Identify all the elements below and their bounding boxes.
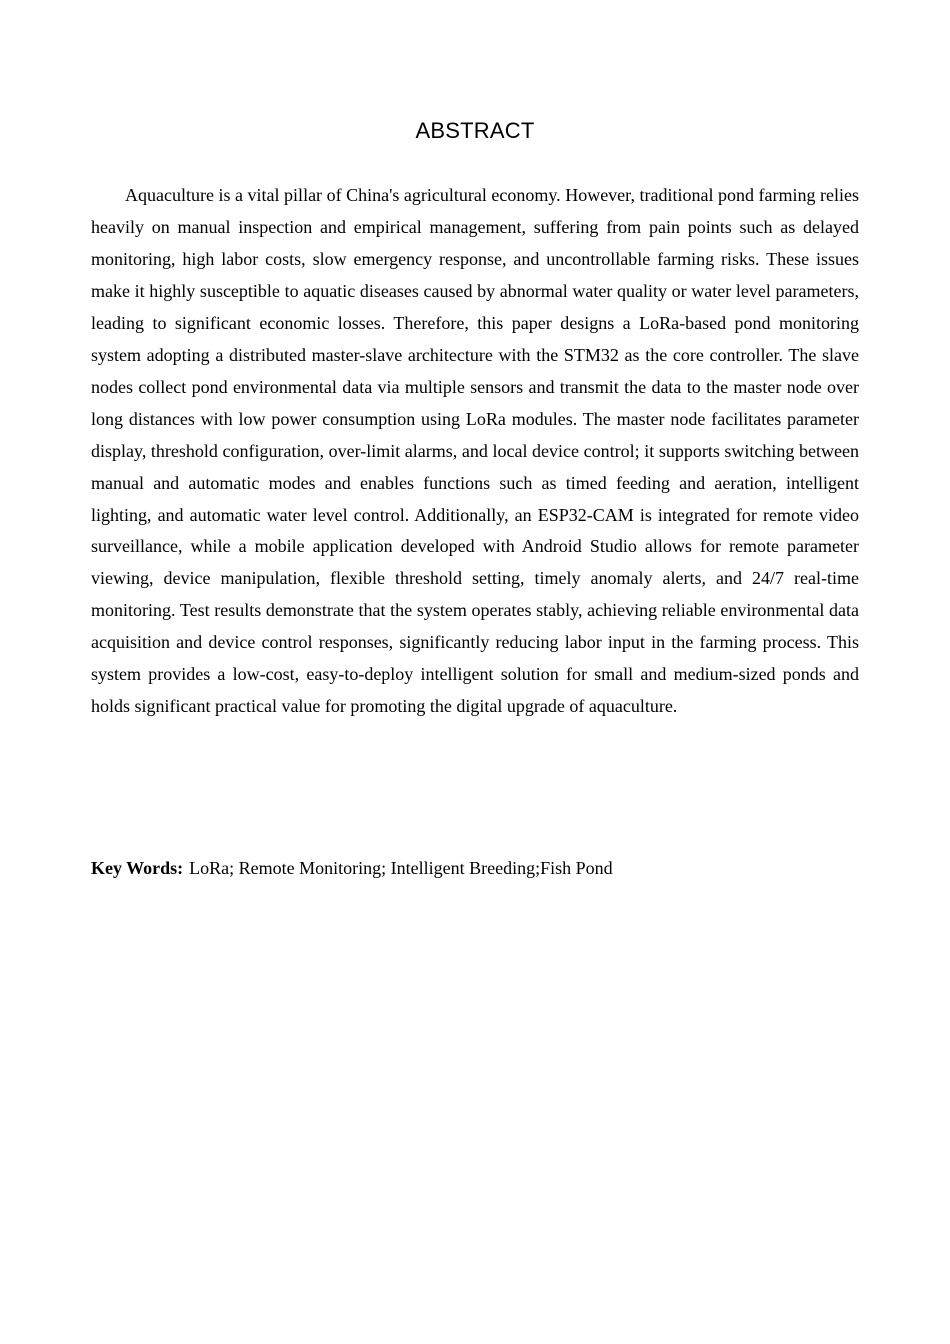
abstract-heading: ABSTRACT bbox=[415, 118, 535, 143]
keywords-label: Key Words: bbox=[91, 858, 184, 878]
keywords-line bbox=[91, 853, 859, 883]
abstract-body: Aquaculture is a vital pillar of China's agricultural economy. However, traditional pond farming relies heavily on manual inspection and empirical management, suffering from pain points such as delayed monitoring, high labor costs, slow emergency response, and uncontrollable farming risks. These issues make it highly susceptible to aquatic diseases caused by abnormal water quality or water level parameters, leading to significant economic losses. Therefore, this paper designs a LoRa-based pond monitoring system adopting a distributed master-slave architecture with the STM32 as the core controller. The slave nodes collect pond environmental data via multiple sensors and transmit the data to the master node over long distances with low power consumption using LoRa modules. The master node facilitates parameter display, threshold configuration, over-limit alarms, and local device control; it supports switching between manual and automatic modes and enables functions such as timed feeding and aeration, intelligent lighting, and automatic water level control. Additionally, an ESP32-CAM is integrated for remote video surveillance, while a mobile application developed with Android Studio allows for remote parameter viewing, device manipulation, flexible threshold setting, timely anomaly alerts, and 24/7 real-time monitoring. Test results demonstrate that the system operates stably, achieving reliable environmental data acquisition and device control responses, significantly reducing labor input in the farming process. This system provides a low-cost, easy-to-deploy intelligent solution for small and medium-sized ponds and holds significant practical value for promoting the digital upgrade of aquaculture. bbox=[91, 185, 859, 717]
keywords-value: LoRa; Remote Monitoring; Intelligent Breeding;Fish Pond bbox=[189, 858, 613, 878]
